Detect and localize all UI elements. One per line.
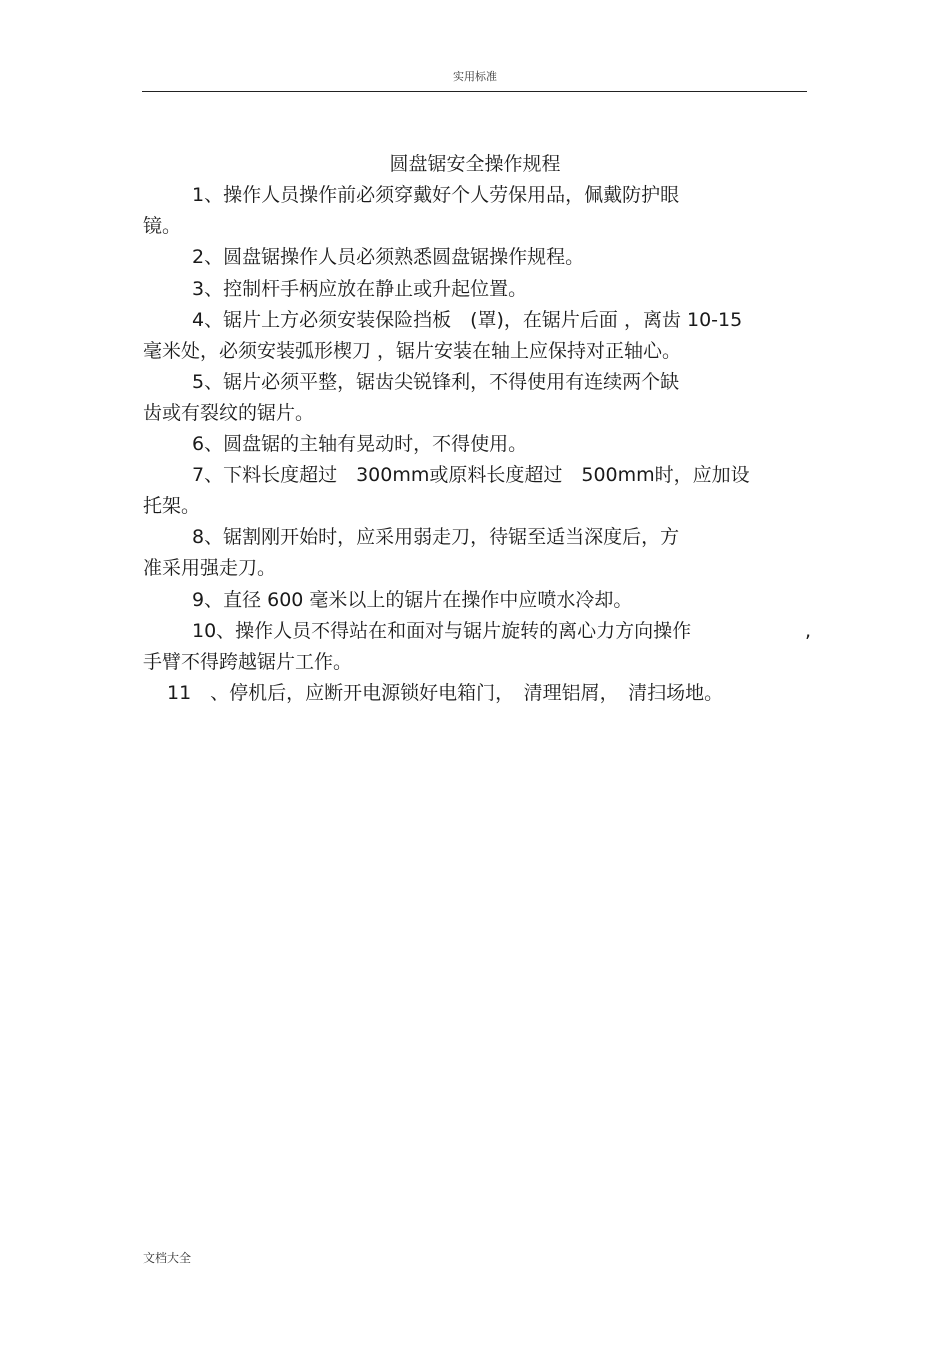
header-divider (142, 91, 807, 92)
item-5-line-1: 5、锯片必须平整，锯齿尖锐锋利，不得使用有连续两个缺 (192, 371, 680, 393)
page-footer: 文档大全 (143, 1251, 192, 1265)
item-9: 9、直径 600 毫米以上的锯片在操作中应喷水冷却。 (192, 589, 633, 611)
item-2: 2、圆盘锯操作人员必须熟悉圆盘锯操作规程。 (192, 246, 585, 268)
item-8-line-2: 准采用强走刀。 (143, 557, 277, 579)
item-10-line-2: 手臂不得跨越锯片工作。 (143, 651, 353, 673)
item-6: 6、圆盘锯的主轴有晃动时，不得使用。 (192, 433, 528, 455)
item-7-line-1: 7、下料长度超过 300mm或原料长度超过 500mm时，应加设 (192, 464, 750, 486)
item-11: 11 、停机后，应断开电源锁好电箱门， 清理铝屑， 清扫场地。 (167, 682, 724, 704)
item-1-line-1: 1、操作人员操作前必须穿戴好个人劳保用品，佩戴防护眼 (192, 184, 680, 206)
document-title: 圆盘锯安全操作规程 (389, 153, 561, 175)
item-4-line-2: 毫米处，必须安装弧形楔刀 ，锯片安装在轴上应保持对正轴心。 (143, 340, 682, 362)
item-10-trailing-comma: , (805, 620, 812, 642)
item-3: 3、控制杆手柄应放在静止或升起位置。 (192, 278, 528, 300)
item-7-line-2: 托架。 (143, 495, 201, 517)
item-5-line-2: 齿或有裂纹的锯片。 (143, 402, 315, 424)
item-1-line-2: 镜。 (143, 215, 182, 237)
item-4-line-1: 4、锯片上方必须安装保险挡板 (罩)，在锯片后面 ，离齿 10-15 (192, 309, 743, 331)
item-8-line-1: 8、锯割刚开始时，应采用弱走刀，待锯至适当深度后，方 (192, 526, 680, 548)
item-10-line-1: 10、操作人员不得站在和面对与锯片旋转的离心力方向操作 (192, 620, 692, 642)
header-label: 实用标准 (453, 70, 497, 83)
